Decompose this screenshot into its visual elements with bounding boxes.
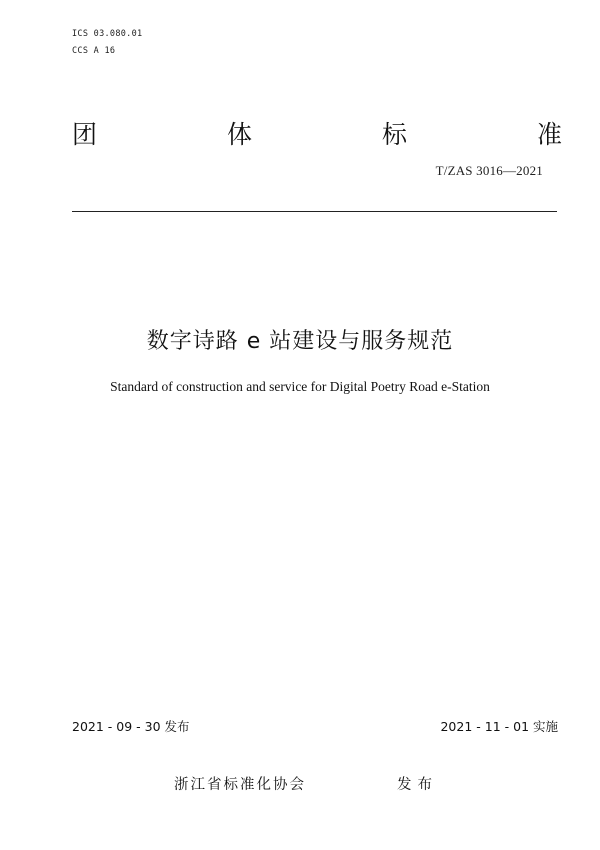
- title-english: Standard of construction and service for Digital Poetry Road e-Station: [110, 379, 490, 394]
- ics-code: ICS 03.080.01: [72, 29, 143, 39]
- header-divider: [72, 211, 557, 212]
- issuer-action: 发布: [397, 777, 438, 793]
- ccs-code: CCS A 16: [72, 46, 116, 56]
- issuer-organization: 浙江省标准化协会: [174, 777, 306, 793]
- standard-type-char: 准: [536, 120, 562, 149]
- standard-type-char: 标: [381, 120, 407, 149]
- title-chinese: 数字诗路 e 站建设与服务规范: [146, 329, 454, 354]
- implementation-date: 2021 - 11 - 01 实施: [440, 719, 558, 734]
- standard-type-heading: [72, 115, 562, 151]
- issue-date: 2021 - 09 - 30 发布: [72, 719, 190, 734]
- standard-number: T/ZAS 3016—2021: [435, 163, 543, 178]
- standard-type-char: 团: [72, 120, 98, 149]
- standard-type-char: 体: [226, 120, 252, 149]
